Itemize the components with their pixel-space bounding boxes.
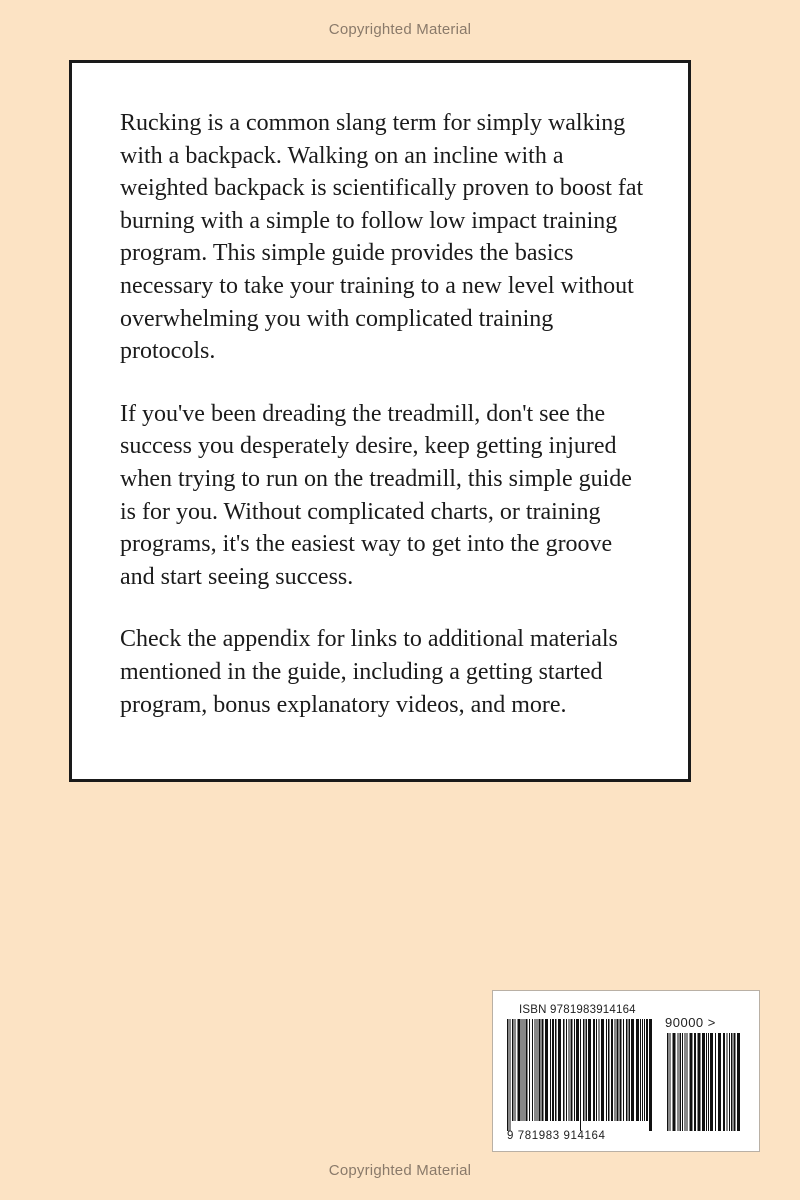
barcode-bar: [507, 1019, 509, 1131]
barcode-bar: [680, 1033, 682, 1131]
barcode-bar: [640, 1019, 641, 1121]
isbn-label: ISBN 9781983914164: [519, 1004, 636, 1016]
blurb-paragraph-2: If you've been dreading the treadmill, don't see the success you desperately desire, keep getting injured when trying to run on the treadmill, this simple guide is for you. Without complicated charts, or training programs, it's the easiest way to get into the groove and start seeing success.: [120, 400, 632, 590]
barcode-bar: [608, 1019, 610, 1121]
barcode-bar: [569, 1019, 570, 1121]
barcode-bar: [694, 1033, 696, 1131]
price-code: 90000 >: [665, 1015, 716, 1030]
barcode-bar: [571, 1019, 573, 1121]
barcode-bar: [542, 1019, 544, 1121]
barcode-bar: [596, 1019, 597, 1121]
barcode-bar: [678, 1033, 679, 1131]
barcode-bar: [737, 1033, 740, 1131]
barcode-bar: [636, 1019, 639, 1121]
barcode-bar: [623, 1019, 624, 1121]
barcode-bar: [515, 1019, 516, 1121]
copyright-watermark-top: Copyrighted Material: [328, 21, 472, 38]
barcode-bar: [601, 1019, 604, 1121]
barcode-bar: [522, 1019, 523, 1121]
barcode-addon-bars: [665, 1033, 743, 1131]
isbn-digits: 9 781983 914164: [507, 1130, 606, 1142]
barcode-bar: [617, 1019, 619, 1121]
barcode-bar: [537, 1019, 538, 1121]
blurb-paragraph-3: Check the appendix for links to additional materials mentioned in the guide, including a getting started program, bonus explanatory videos, and more.: [120, 626, 618, 718]
barcode-bar: [529, 1019, 530, 1121]
barcode-bar: [710, 1033, 713, 1131]
barcode-bar: [685, 1033, 686, 1131]
barcode-bar: [706, 1033, 707, 1131]
back-cover-blurb: [69, 60, 691, 782]
barcode-bar: [702, 1033, 705, 1131]
barcode-bar: [566, 1019, 567, 1121]
barcode-bar: [535, 1019, 536, 1121]
barcode-bar: [583, 1019, 585, 1121]
barcode-bar: [606, 1019, 607, 1121]
barcode-bar: [667, 1033, 669, 1131]
barcode-bar: [580, 1019, 581, 1131]
barcode-bars: [505, 1019, 655, 1131]
barcode-bar: [545, 1019, 548, 1121]
barcode-bar: [729, 1033, 730, 1131]
barcode-bar: [698, 1033, 701, 1131]
barcode-bar: [539, 1019, 541, 1121]
barcode-bar: [526, 1019, 528, 1121]
blurb-paragraph-1: Rucking is a common slang term for simply walking with a backpack. Walking on an incline with a weighted backpack is scientifically proven to boost fat burning with a simple to follow low impact training program. This simple guide provides the basics necessary to take your training to a new level without overwhelming you with complicated training protocols.: [120, 110, 644, 365]
barcode-bar: [532, 1019, 533, 1121]
barcode-bar: [734, 1033, 736, 1131]
barcode-bar: [626, 1019, 628, 1121]
barcode-bar: [727, 1033, 728, 1131]
barcode-bar: [723, 1033, 725, 1131]
barcode-bar: [615, 1019, 616, 1121]
barcode-bar: [563, 1019, 565, 1121]
barcode-bar: [599, 1019, 600, 1121]
barcode-bar: [687, 1033, 688, 1131]
barcode-bar: [682, 1033, 683, 1131]
barcode-bar: [631, 1019, 634, 1121]
barcode-bar: [555, 1019, 557, 1121]
barcode-bar: [524, 1019, 525, 1121]
barcode-bar: [642, 1019, 643, 1121]
barcode-bar: [574, 1019, 575, 1121]
barcode-bar: [552, 1019, 554, 1121]
barcode-bar: [673, 1033, 676, 1131]
barcode-bar: [690, 1033, 693, 1131]
barcode-bar: [576, 1019, 579, 1121]
barcode-bar: [715, 1033, 716, 1131]
barcode-bar: [670, 1033, 671, 1131]
barcode-bar: [644, 1019, 645, 1121]
barcode-bar: [731, 1033, 733, 1131]
barcode-bar: [588, 1019, 591, 1121]
barcode-bar: [518, 1019, 521, 1121]
barcode-bar: [620, 1019, 622, 1121]
barcode-bar: [586, 1019, 588, 1121]
barcode-bar: [646, 1019, 648, 1121]
barcode-bar: [611, 1019, 613, 1121]
barcode-bar: [550, 1019, 551, 1121]
barcode-bar: [629, 1019, 631, 1121]
isbn-barcode-panel: [492, 990, 760, 1152]
barcode-bar: [512, 1019, 514, 1121]
barcode-bar: [649, 1019, 652, 1131]
barcode-bar: [718, 1033, 721, 1131]
barcode-bar: [510, 1019, 511, 1131]
barcode-bar: [593, 1019, 595, 1121]
barcode-bar: [558, 1019, 561, 1121]
copyright-watermark-bottom: Copyrighted Material: [328, 1162, 472, 1179]
barcode-bar: [708, 1033, 709, 1131]
